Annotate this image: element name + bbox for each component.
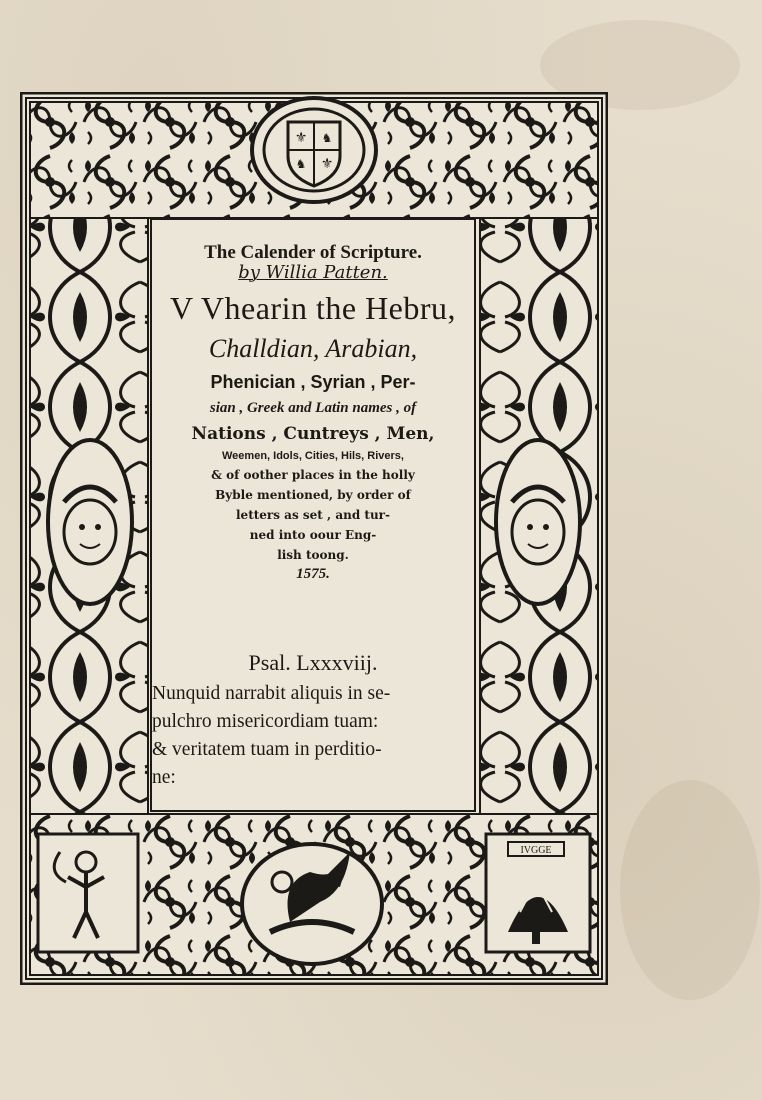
title-nations: Nations , Cuntreys , Men, <box>191 424 435 444</box>
svg-text:⚜: ⚜ <box>320 156 334 172</box>
title-sian-greek: sian , Greek and Latin names , of <box>209 400 417 416</box>
svg-text:♞: ♞ <box>295 157 307 171</box>
author-signature: by Willia Patten. <box>238 262 388 283</box>
title-panel <box>150 218 476 812</box>
title-byble: Byble mentioned, by order of <box>215 488 411 502</box>
psalm-reference: Psal. Lxxxviij. <box>248 650 378 675</box>
svg-text:⚜: ⚜ <box>294 130 308 146</box>
title-letters: letters as set , and tur- <box>236 508 390 522</box>
verse-line: & veritatem tuam in perditio- <box>152 739 382 760</box>
title-lish: lish toong. <box>277 548 349 562</box>
right-medallion-head-icon <box>496 440 580 604</box>
verse-line: Nunquid narrabit aliquis in se- <box>152 683 391 704</box>
verse-line: pulchro misericordiam tuam: <box>152 711 379 732</box>
tree-emblem-icon <box>486 834 590 952</box>
title-wherein: V Vhearin the Hebru, <box>169 290 457 326</box>
title-weemen: Weemen, Idols, Cities, Hils, Rivers, <box>222 450 404 462</box>
psalm-verse <box>152 680 474 792</box>
left-medallion-head-icon <box>48 440 132 604</box>
title-ned: ned into oour Eng- <box>249 528 377 542</box>
title-oother: & of oother places in the holly <box>211 468 415 482</box>
putto-figure-icon <box>38 834 138 952</box>
author-manuscript-note <box>152 262 474 283</box>
emblem-word-label: IVGGE <box>520 845 552 856</box>
title-phenician: Phenician , Syrian , Per- <box>210 372 416 392</box>
royal-crest-icon <box>252 98 376 202</box>
pelican-emblem-icon <box>242 844 382 964</box>
title-calender: The Calender of Scripture. <box>204 242 422 263</box>
verse-line: ne: <box>152 767 176 788</box>
svg-text:♞: ♞ <box>321 131 333 145</box>
paper-stain <box>620 780 760 1000</box>
title-year: 1575. <box>296 566 330 582</box>
title-challdian-arabian: Challdian, Arabian, <box>208 334 418 363</box>
